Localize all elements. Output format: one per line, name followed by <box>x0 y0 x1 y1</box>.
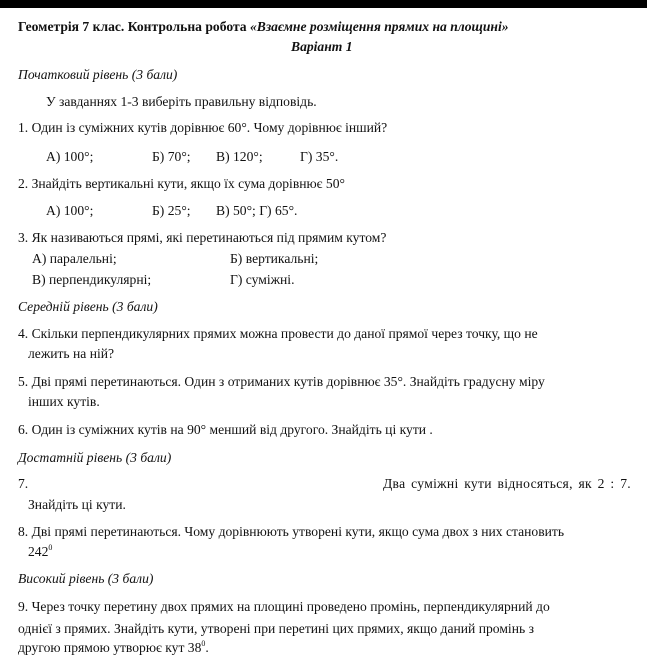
section-title-middle: Середній рівень (3 бали) <box>18 299 158 314</box>
q9-line3-end: . <box>205 640 209 655</box>
q3-option-b: Б) вертикальні; <box>230 251 319 266</box>
question-2: 2. Знайдіть вертикальні кути, якщо їх сума дорівнює 50° <box>18 176 345 191</box>
question-4-line2: лежить на ній? <box>28 346 115 361</box>
q9-degree-sup: 0 <box>201 639 206 648</box>
question-5-line2: інших кутів. <box>28 394 100 409</box>
q8-degree-sup: 0 <box>48 543 53 552</box>
q1-option-b: Б) 70°; <box>152 149 191 164</box>
top-black-bar <box>0 0 647 8</box>
question-4-line1: 4. Скільки перпендикулярних прямих можна провести до даної прямої через точку, що не <box>18 326 538 341</box>
title-topic: «Взаємне розміщення прямих на площині» <box>250 19 509 34</box>
section-title-initial: Початковий рівень (3 бали) <box>18 67 178 82</box>
question-5-line1: 5. Дві прямі перетинаються. Один з отриманих кутів дорівнює 35°. Знайдіть градусну міру <box>18 374 545 389</box>
q3-option-d: Г) суміжні. <box>230 272 295 287</box>
section-title-sufficient: Достатній рівень (3 бали) <box>18 450 172 465</box>
instruction: У завданнях 1-3 виберіть правильну відповідь. <box>46 94 317 109</box>
q1-option-a: А) 100°; <box>46 149 94 164</box>
question-9-line3 <box>18 639 209 657</box>
q8-value: 242 <box>28 544 49 559</box>
question-8-line1: 8. Дві прямі перетинаються. Чому дорівнюють утворені кути, якщо сума двох з них становить <box>18 524 565 539</box>
q2-option-a: А) 100°; <box>46 203 94 218</box>
q2-option-b: Б) 25°; <box>152 203 191 218</box>
question-1: 1. Один із суміжних кутів дорівнює 60°. Чому дорівнює інший? <box>18 120 388 135</box>
question-9-line1: 9. Через точку перетину двох прямих на площині проведено промінь, перпендикулярний до <box>18 599 550 614</box>
question-6: 6. Один із суміжних кутів на 90° менший від другого. Знайдіть ці кути . <box>18 422 433 437</box>
variant-label: Варіант 1 <box>291 39 353 54</box>
question-3: 3. Як називаються прямі, які перетинаються під прямим кутом? <box>18 230 387 245</box>
q3-option-a: А) паралельні; <box>32 251 117 266</box>
document-title <box>18 18 509 36</box>
question-7-number: 7. <box>18 476 29 491</box>
question-9-line2: однієї з прямих. Знайдіть кути, утворені при перетині цих прямих, якщо даний промінь з <box>18 621 534 636</box>
q1-option-d: Г) 35°. <box>300 149 339 164</box>
section-title-high: Високий рівень (3 бали) <box>18 571 154 586</box>
q2-option-cd: В) 50°; Г) 65°. <box>216 203 298 218</box>
question-7-line1: Два суміжні кути відносяться, як 2 : 7. <box>382 476 631 491</box>
question-7-line2: Знайдіть ці кути. <box>28 497 126 512</box>
question-8-line2 <box>28 543 52 561</box>
q1-option-c: В) 120°; <box>216 149 263 164</box>
q9-line3-text: другою прямою утворює кут 38 <box>18 640 202 655</box>
title-plain: Геометрія 7 клас. Контрольна робота <box>18 19 250 34</box>
q3-option-c: В) перпендикулярні; <box>32 272 152 287</box>
